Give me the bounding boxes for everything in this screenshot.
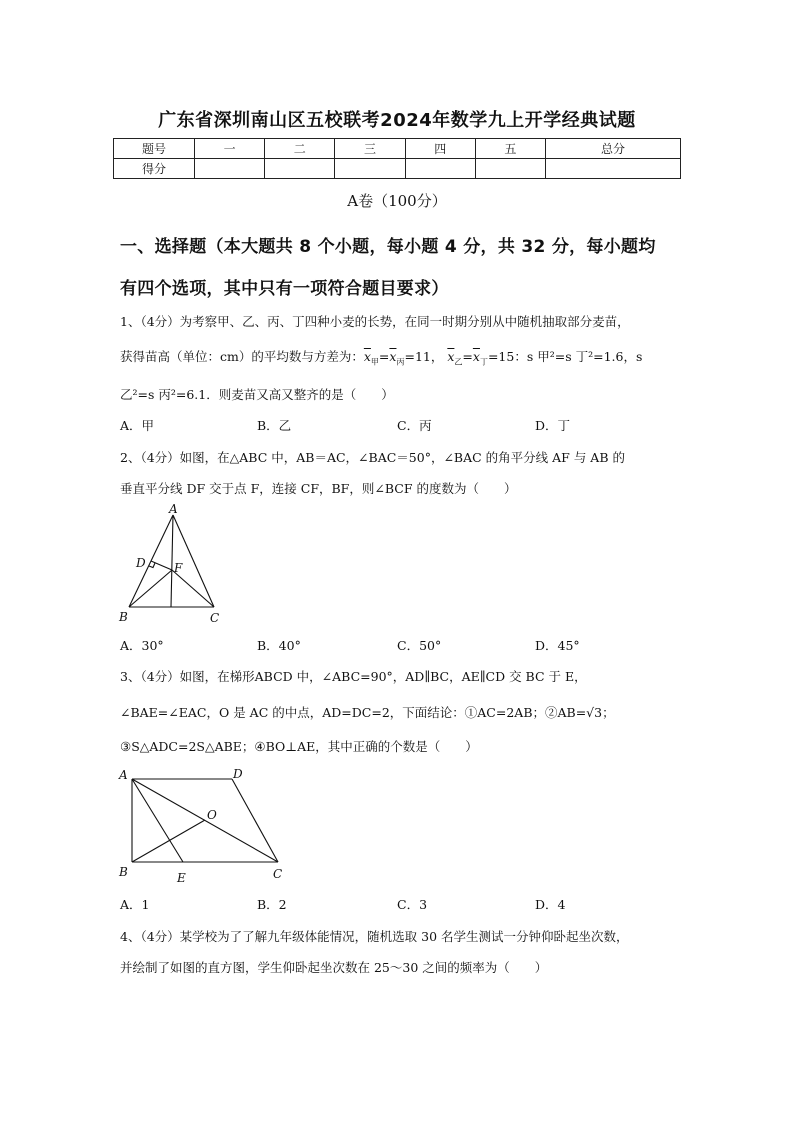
section-heading-line1: 一、选择题（本大题共 8 个小题，每小题 4 分，共 32 分，每小题均 (120, 237, 656, 257)
q3-label-a: A (119, 768, 128, 782)
score-header-cell: 题号 (114, 139, 195, 159)
q1-line1: 1、（4分）为考察甲、乙、丙、丁四种小麦的长势，在同一时期分别从中随机抽取部分麦苗， (120, 314, 630, 329)
score-cell[interactable] (195, 159, 265, 179)
score-row-label: 得分 (114, 159, 195, 179)
q3-option-c[interactable]: C．3 (397, 897, 428, 912)
score-table (113, 138, 681, 179)
score-header-cell: 二 (265, 139, 335, 159)
q1-mean-symbol: $\overline{x}$ (363, 349, 371, 364)
q3-line3: ③S△ADC=2S△ABE；④BO⊥AE，其中正确的个数是（ ） (120, 739, 478, 754)
q2-line1: 2、（4分）如图，在△ABC 中，AB＝AC，∠BAC＝50°，∠BAC 的角平分线 AF 与 AB 的 (120, 450, 625, 465)
q1-line3: 乙²=s 丙²=6.1．则麦苗又高又整齐的是（ ） (120, 387, 394, 402)
q3-label-o: O (207, 808, 217, 822)
q3-label-e: E (177, 871, 186, 885)
q3-option-b[interactable]: B．2 (257, 897, 287, 912)
q4-line2: 并绘制了如图的直方图，学生仰卧起坐次数在 25～30 之间的频率为（ ） (120, 960, 548, 975)
score-header-cell: 一 (195, 139, 265, 159)
q2-label-b: B (119, 610, 128, 624)
q2-option-a[interactable]: A．30° (120, 638, 164, 653)
q2-option-d[interactable]: D．45° (535, 638, 580, 653)
q2-line2: 垂直平分线 DF 交于点 F，连接 CF，BF，则∠BCF 的度数为（ ） (120, 481, 517, 496)
score-header-cell: 四 (405, 139, 475, 159)
score-header-cell: 三 (335, 139, 405, 159)
q2-option-c[interactable]: C．50° (397, 638, 442, 653)
q2-segment-af (171, 515, 173, 607)
score-table-score-row (114, 159, 681, 179)
score-cell[interactable] (546, 159, 681, 179)
q1-line2b: =11， (404, 349, 444, 364)
score-header-cell: 五 (475, 139, 545, 159)
q2-label-a: A (169, 502, 178, 516)
q2-option-b[interactable]: B．40° (257, 638, 301, 653)
q2-triangle-figure (116, 500, 226, 628)
q1-option-a[interactable]: A．甲 (120, 418, 155, 433)
q3-label-c: C (273, 867, 283, 881)
q2-label-d: D (136, 556, 146, 570)
q1-option-c[interactable]: C．丙 (397, 418, 432, 433)
q3-option-a[interactable]: A．1 (120, 897, 150, 912)
q3-label-b: B (119, 865, 128, 879)
q2-label-c: C (210, 611, 220, 625)
q2-segment-bf (129, 570, 172, 607)
q1-option-d[interactable]: D．丁 (535, 418, 571, 433)
q2-segment-cf (172, 570, 214, 607)
q3-line1: 3、（4分）如图，在梯形ABCD 中，∠ABC=90°，AD∥BC，AE∥CD 交 BC 于 E， (120, 669, 587, 684)
q2-label-f: F (174, 561, 183, 575)
q1-line2c: =15：s 甲²=s 丁²=1.6，s (487, 349, 643, 364)
q1-option-b[interactable]: B．乙 (257, 418, 292, 433)
q3-line2: ∠BAE=∠EAC，O 是 AC 的中点，AD=DC=2，下面结论：①AC=2AB；②AB=√3； (120, 705, 615, 720)
score-header-cell: 总分 (546, 139, 681, 159)
q3-segment-ae (132, 779, 183, 862)
score-cell[interactable] (265, 159, 335, 179)
q3-label-d: D (233, 767, 243, 781)
paper-subtitle: A卷（100分） (347, 192, 447, 210)
q3-option-d[interactable]: D．4 (535, 897, 566, 912)
q4-line1: 4、（4分）某学校为了了解九年级体能情况，随机选取 30 名学生测试一分钟仰卧起坐次数， (120, 929, 629, 944)
section-heading-line2: 有四个选项，其中只有一项符合题目要求） (120, 279, 449, 299)
score-cell[interactable] (335, 159, 405, 179)
q1-line2-text: 获得苗高（单位：cm）的平均数与方差为： (120, 349, 364, 364)
score-cell[interactable] (405, 159, 475, 179)
q1-line2: 获得苗高（单位：cm）的平均数与方差为：$\overline{x}_甲=\overline{x}_丙=11$， $\overline{x}_乙=\overline{x}_丁=15$：s 甲²=s 丁²=1.6，s (120, 349, 643, 367)
page-title: 广东省深圳南山区五校联考2024年数学九上开学经典试题 (158, 110, 636, 131)
q3-trapezoid-figure (116, 764, 298, 888)
q3-segment-bo (132, 820, 205, 862)
score-table-header-row (114, 139, 681, 159)
score-cell[interactable] (475, 159, 545, 179)
